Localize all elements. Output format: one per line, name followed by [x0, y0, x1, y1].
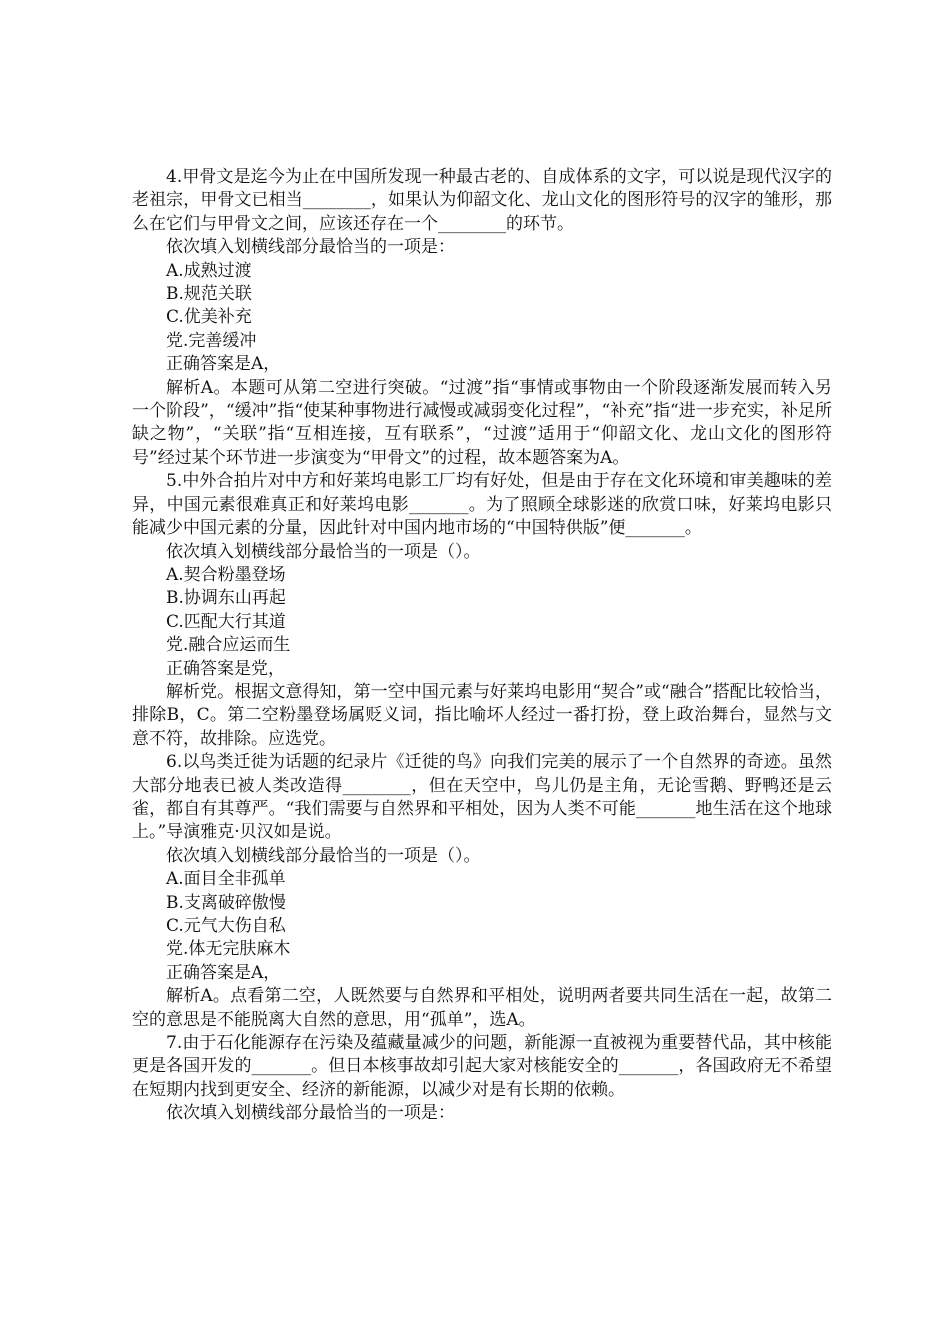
answer-analysis: 解析党。根据文意得知，第一空中国元素与好莱坞电影用“契合”或“融合”搭配比较恰当，排除B，C。第二空粉墨登场属贬义词，指比喻坏人经过一番打扮，登上政治舞台，显然与文意不符，故排除。应选党。	[132, 681, 832, 749]
option-a: A.面目全非孤单	[166, 869, 286, 890]
option-d: 党.完善缓冲	[166, 330, 257, 351]
option-c: C.匹配大行其道	[166, 611, 286, 632]
question-stem: 7.由于石化能源存在污染及蕴藏量减少的问题，新能源一直被视为重要替代品，其中核能更是各国开发的_______。但日本核事故却引起大家对核能安全的_______，各国政府无不希望在短期内找到更安全、经济的新能源，以减少对是有长期的依赖。	[132, 1033, 832, 1100]
question-5	[132, 470, 832, 751]
answer-analysis: 解析A。本题可从第二空进行突破。“过渡”指“事情或事物由一个阶段逐渐发展而转入另一个阶段”，“缓冲”指“使某种事物进行减慢或减弱变化过程”，“补充”指“进一步充实，补足所缺之物”，“关联”指“互相连接，互有联系”，“过渡”适用于“仰韶文化、龙山文化的图形符号”经过某个环节进一步演变为“甲骨文”的过程，故本题答案为A。	[132, 377, 832, 468]
option-d: 党.融合应运而生	[166, 635, 291, 656]
question-4	[132, 166, 832, 470]
option-b: B.协调东山再起	[166, 588, 286, 609]
question-stem: 4.甲骨文是迄今为止在中国所发现一种最古老的、自成体系的文字，可以说是现代汉字的老祖宗，甲骨文已相当________，如果认为仰韶文化、龙山文化的图形符号的汉字的雏形，那么在它们与甲骨文之间，应该还存在一个________的环节。	[132, 167, 832, 234]
question-stem: 6.以鸟类迁徙为话题的纪录片《迁徙的鸟》向我们完美的展示了一个自然界的奇迹。虽然大部分地表已被人类改造得________，但在天空中，鸟儿仍是主角，无论雪鹅、野鸭还是云雀，都自有其尊严。“我们需要与自然界和平相处，因为人类不可能_______地生活在这个地球上。”导演雅克·贝汉如是说。	[132, 752, 832, 843]
correct-answer: 正确答案是A，	[166, 962, 281, 983]
option-b: B.支离破碎傲慢	[166, 892, 286, 913]
answer-analysis: 解析A。点看第二空，人既然要与自然界和平相处，说明两者要共同生活在一起，故第二空的意思是不能脱离大自然的意思，用“孤单”，选A。	[132, 986, 832, 1030]
option-a: A.成熟过渡	[166, 260, 252, 281]
option-a: A.契合粉墨登场	[166, 564, 286, 585]
document-body	[132, 166, 832, 1126]
option-b: B.规范关联	[166, 284, 252, 305]
correct-answer: 正确答案是党，	[166, 658, 285, 679]
question-prompt: 依次填入划横线部分最恰当的一项是：	[166, 1103, 455, 1124]
correct-answer: 正确答案是A，	[166, 354, 281, 375]
question-stem: 5.中外合拍片对中方和好莱坞电影工厂均有好处，但是由于存在文化环境和审美趣味的差异，中国元素很难真正和好莱坞电影_______。为了照顾全球影迷的欣赏口味，好莱坞电影只能减少中国元素的分量，因此针对中国内地市场的“中国特供版”便_______。	[132, 471, 832, 539]
question-6	[132, 751, 832, 1032]
option-c: C.元气大伤自私	[166, 916, 286, 936]
question-7	[132, 1032, 832, 1126]
option-c: C.优美补充	[166, 307, 252, 328]
question-prompt: 依次填入划横线部分最恰当的一项是（）。	[166, 845, 481, 866]
question-prompt: 依次填入划横线部分最恰当的一项是（）。	[166, 541, 481, 562]
option-d: 党.体无完肤麻木	[166, 939, 291, 960]
question-prompt: 依次填入划横线部分最恰当的一项是：	[166, 237, 455, 258]
